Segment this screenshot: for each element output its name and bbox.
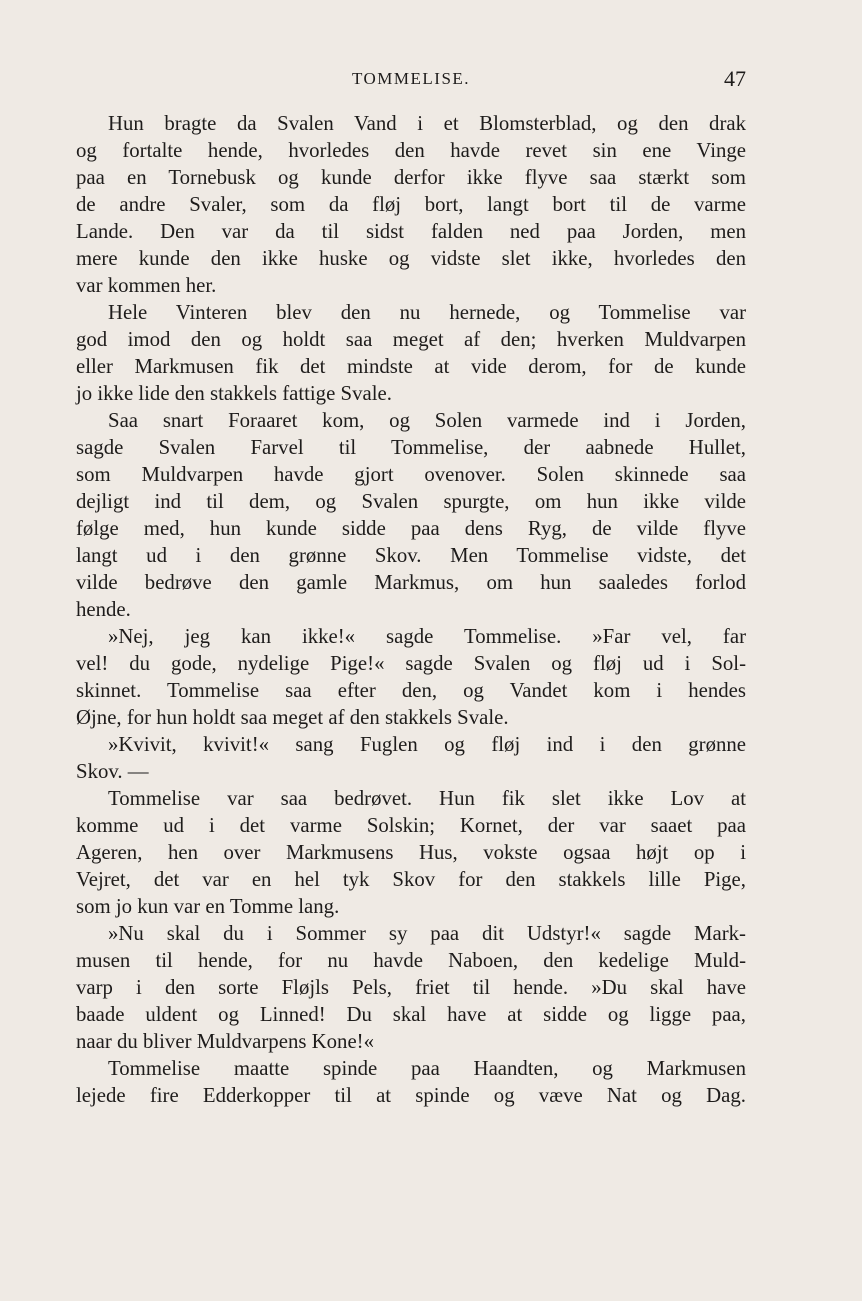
text-line: baade uldent og Linned! Du skal have at sidde og ligge paa, [76, 1003, 746, 1026]
page-number: 47 [724, 66, 746, 91]
text-line: Ageren, hen over Markmusens Hus, vokste ogsaa højt op i [76, 841, 746, 864]
text-line: langt ud i den grønne Skov. Men Tommelise vidste, det [76, 544, 746, 567]
text-line: naar du bliver Muldvarpens Kone!« [76, 1030, 375, 1053]
text-line: varp i den sorte Fløjls Pels, friet til hende. »Du skal have [76, 976, 746, 999]
text-line: som jo kun var en Tomme lang. [76, 895, 340, 918]
text-line: vel! du gode, nydelige Pige!« sagde Svalen og fløj ud i Sol- [76, 652, 746, 675]
text-line: dejligt ind til dem, og Svalen spurgte, om hun ikke vilde [76, 490, 746, 513]
running-head [76, 64, 746, 94]
text-line: skinnet. Tommelise saa efter den, og Vandet kom i hendes [76, 679, 746, 702]
text-line: Tommelise maatte spinde paa Haandten, og Markmusen [108, 1057, 746, 1080]
text-line: hende. [76, 598, 131, 621]
body-text [76, 110, 746, 1109]
text-line: mere kunde den ikke huske og vidste slet ikke, hvorledes den [76, 247, 746, 270]
text-line: Hele Vinteren blev den nu hernede, og Tommelise var [108, 301, 746, 324]
text-line: Skov. — [76, 760, 149, 783]
text-line: paa en Tornebusk og kunde derfor ikke flyve saa stærkt som [76, 166, 746, 189]
text-line: komme ud i det varme Solskin; Kornet, der var saaet paa [76, 814, 746, 837]
text-line: Hun bragte da Svalen Vand i et Blomsterblad, og den drak [108, 112, 746, 135]
text-line: og fortalte hende, hvorledes den havde revet sin ene Vinge [76, 139, 746, 162]
text-line: vilde bedrøve den gamle Markmus, om hun saaledes forlod [76, 571, 746, 594]
text-line: god imod den og holdt saa meget af den; hverken Muldvarpen [76, 328, 746, 351]
text-line: som Muldvarpen havde gjort ovenover. Solen skinnede saa [76, 463, 746, 486]
text-line: Øjne, for hun holdt saa meget af den stakkels Svale. [76, 706, 509, 729]
text-line: var kommen her. [76, 274, 217, 297]
text-line: de andre Svaler, som da fløj bort, langt bort til de varme [76, 193, 746, 216]
text-line: Tommelise var saa bedrøvet. Hun fik slet ikke Lov at [108, 787, 746, 810]
text-line: »Kvivit, kvivit!« sang Fuglen og fløj ind i den grønne [108, 733, 746, 756]
text-line: musen til hende, for nu havde Naboen, den kedelige Muld- [76, 949, 746, 972]
text-line: sagde Svalen Farvel til Tommelise, der aabnede Hullet, [76, 436, 746, 459]
text-line: jo ikke lide den stakkels fattige Svale. [76, 382, 392, 405]
text-line: eller Markmusen fik det mindste at vide derom, for de kunde [76, 355, 746, 378]
text-line: lejede fire Edderkopper til at spinde og væve Nat og Dag. [76, 1084, 746, 1107]
text-line: Saa snart Foraaret kom, og Solen varmede ind i Jorden, [108, 409, 746, 432]
text-line: følge med, hun kunde sidde paa dens Ryg, de vilde flyve [76, 517, 746, 540]
text-line: »Nu skal du i Sommer sy paa dit Udstyr!« sagde Mark- [108, 922, 746, 945]
running-title: TOMMELISE. [351, 69, 471, 88]
text-line: Lande. Den var da til sidst falden ned paa Jorden, men [76, 220, 746, 243]
text-line: Vejret, det var en hel tyk Skov for den stakkels lille Pige, [76, 868, 746, 891]
text-line: »Nej, jeg kan ikke!« sagde Tommelise. »Far vel, far [108, 625, 746, 648]
